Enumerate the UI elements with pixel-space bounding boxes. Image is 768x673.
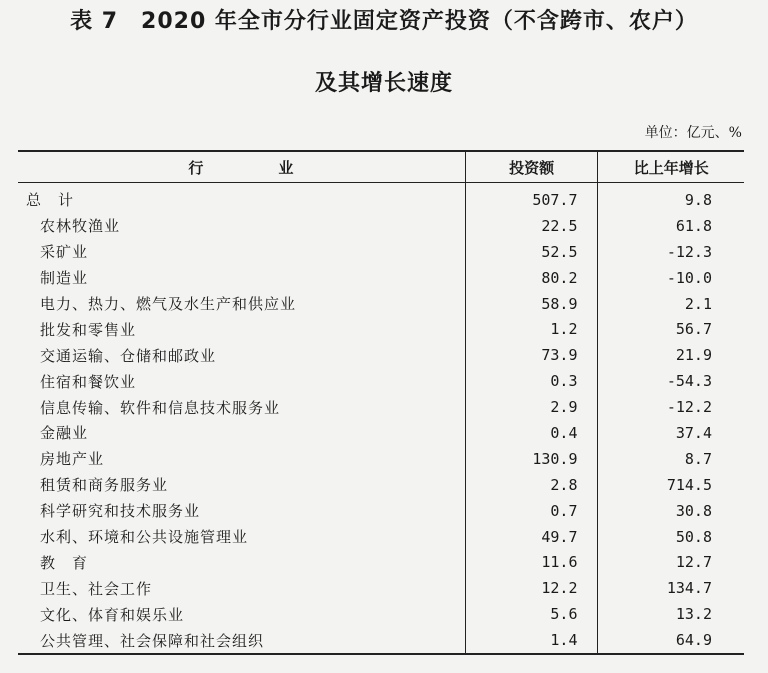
row-investment: 11.6 [465,549,598,575]
table-row [18,213,744,239]
row-name: 总 计 [18,183,465,213]
row-name: 教 育 [18,549,465,575]
row-growth: 61.8 [675,216,712,235]
row-name: 批发和零售业 [18,316,465,342]
table-row [18,549,744,575]
table-row [18,420,744,446]
row-investment: 0.4 [465,420,598,446]
row-name: 金融业 [18,420,465,446]
unit-label: 单位：亿元、% [644,125,742,141]
row-investment: 0.3 [465,368,598,394]
row-name: 信息传输、软件和信息技术服务业 [18,394,465,420]
row-investment: 12.2 [465,575,598,601]
row-name: 文化、体育和娱乐业 [18,601,465,627]
table-row [18,265,744,291]
table-row [18,342,744,368]
row-name: 公共管理、社会保障和社会组织 [18,627,465,654]
investment-table [18,150,744,655]
table-row [18,575,744,601]
row-growth: 8.7 [684,449,712,468]
row-investment: 2.9 [465,394,598,420]
row-investment: 58.9 [465,291,598,317]
row-investment: 73.9 [465,342,598,368]
header-row [18,151,744,183]
row-name: 制造业 [18,265,465,291]
row-growth: 37.4 [675,423,712,442]
table-row [18,394,744,420]
row-growth: 64.9 [598,627,744,654]
row-name: 农林牧渔业 [18,213,465,239]
header-investment: 投资额 [465,151,598,183]
row-growth: 2.1 [684,294,712,313]
row-investment: 2.8 [465,472,598,498]
row-growth: 13.2 [675,605,712,624]
table-row [18,239,744,265]
row-name: 卫生、社会工作 [18,575,465,601]
row-growth: 12.7 [675,553,712,572]
row-investment: 1.2 [465,316,598,342]
row-growth: -10.0 [666,268,712,287]
row-growth: 9.8 [684,190,712,209]
header-growth: 比上年增长 [598,151,744,183]
table-row [18,446,744,472]
table-title: 表 7 2020 年全市分行业固定资产投资（不含跨市、农户） [70,9,698,34]
row-name: 科学研究和技术服务业 [18,498,465,524]
row-name: 电力、热力、燃气及水生产和供应业 [18,291,465,317]
row-growth: -12.3 [666,242,712,261]
row-growth: 134.7 [666,579,712,598]
table-row [18,368,744,394]
row-name: 采矿业 [18,239,465,265]
row-growth: 56.7 [675,320,712,339]
row-investment: 49.7 [465,524,598,550]
table-row [18,627,744,654]
row-growth: 714.5 [666,475,712,494]
table-subtitle: 及其增长速度 [314,71,453,96]
row-investment: 52.5 [465,239,598,265]
row-name: 房地产业 [18,446,465,472]
table-row [18,316,744,342]
row-investment: 22.5 [465,213,598,239]
row-growth: -12.2 [666,398,712,417]
table-row [18,524,744,550]
table-row [18,601,744,627]
table-row-total [18,183,744,213]
row-investment: 130.9 [465,446,598,472]
row-investment: 0.7 [465,498,598,524]
table-row [18,498,744,524]
row-investment: 5.6 [465,601,598,627]
row-investment: 507.7 [465,183,598,213]
row-name: 租赁和商务服务业 [18,472,465,498]
row-growth: -54.3 [666,372,712,391]
row-investment: 80.2 [465,265,598,291]
table-body [18,183,744,655]
header-industry: 行 业 [18,151,465,183]
row-growth: 30.8 [675,501,712,520]
table-row [18,291,744,317]
row-growth: 21.9 [675,346,712,365]
row-name: 水利、环境和公共设施管理业 [18,524,465,550]
table-row [18,472,744,498]
row-name: 住宿和餐饮业 [18,368,465,394]
row-name: 交通运输、仓储和邮政业 [18,342,465,368]
row-investment: 1.4 [465,627,598,654]
row-growth: 50.8 [675,527,712,546]
